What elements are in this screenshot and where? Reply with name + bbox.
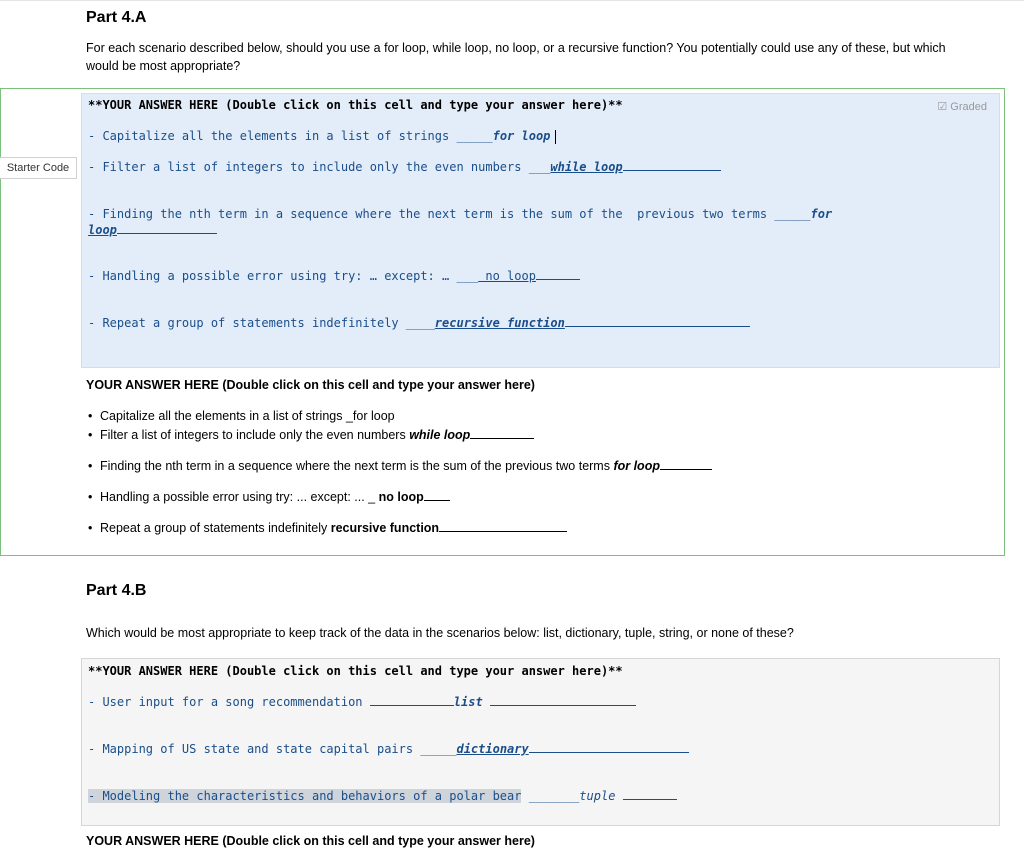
rendered-a-item4: • Handling a possible error using try: ... except: ... _ no loop xyxy=(100,490,450,504)
graded-label: Graded xyxy=(950,101,987,113)
part-a-description-line1: For each scenario described below, should you use a for loop, while loop, no loop, or a recursive function? You potentially could use any of these, but which xyxy=(86,41,946,55)
text-cursor xyxy=(555,130,556,144)
check-icon: ☑ xyxy=(937,101,948,113)
editor-b-header: **YOUR ANSWER HERE (Double click on this cell and type your answer here)** xyxy=(88,664,623,678)
part-a-title: Part 4.A xyxy=(86,9,147,26)
part-b-description: Which would be most appropriate to keep track of the data in the scenarios below: list, dictionary, tuple, string, or none of these? xyxy=(86,626,794,640)
part-a-description xyxy=(86,39,996,75)
rendered-a-item3: • Finding the nth term in a sequence where the next term is the sum of the previous two terms for loop xyxy=(100,459,712,473)
rendered-a-header: YOUR ANSWER HERE (Double click on this cell and type your answer here) xyxy=(86,378,535,392)
editor-b-line2[interactable]: - Mapping of US state and state capital pairs _____dictionary xyxy=(88,742,689,756)
top-border xyxy=(0,0,1024,1)
rendered-b-header: YOUR ANSWER HERE (Double click on this cell and type your answer here) xyxy=(86,834,535,848)
editor-a-line1[interactable]: - Capitalize all the elements in a list of strings _____for loop xyxy=(88,129,556,144)
editor-a-line4[interactable]: - Handling a possible error using try: … except: … ___ no loop xyxy=(88,269,580,283)
rendered-a-item1: • Capitalize all the elements in a list of strings _for loop xyxy=(100,409,395,423)
editor-a-line3[interactable]: - Finding the nth term in a sequence where the next term is the sum of the previous two terms _____for xyxy=(88,207,833,221)
graded-badge xyxy=(937,100,987,113)
editor-a-line5[interactable]: - Repeat a group of statements indefinitely ____recursive function xyxy=(88,316,750,330)
starter-code-tab[interactable]: Starter Code xyxy=(0,157,77,179)
editor-a-line3-wrap[interactable]: loop xyxy=(88,223,217,237)
part-a-description-line2: would be most appropriate? xyxy=(86,59,241,73)
rendered-a-item5: • Repeat a group of statements indefinitely recursive function xyxy=(100,521,567,535)
editor-a-line2[interactable]: - Filter a list of integers to include only the even numbers ___while loop xyxy=(88,160,721,174)
editor-a-header: **YOUR ANSWER HERE (Double click on this cell and type your answer here)** xyxy=(88,98,623,112)
editor-b-line3[interactable]: - Modeling the characteristics and behaviors of a polar bear _______tuple xyxy=(88,789,677,803)
editor-b-line1[interactable]: - User input for a song recommendation list xyxy=(88,695,636,709)
rendered-a-item2: • Filter a list of integers to include only the even numbers while loop xyxy=(100,428,534,442)
part-b-title: Part 4.B xyxy=(86,582,147,599)
